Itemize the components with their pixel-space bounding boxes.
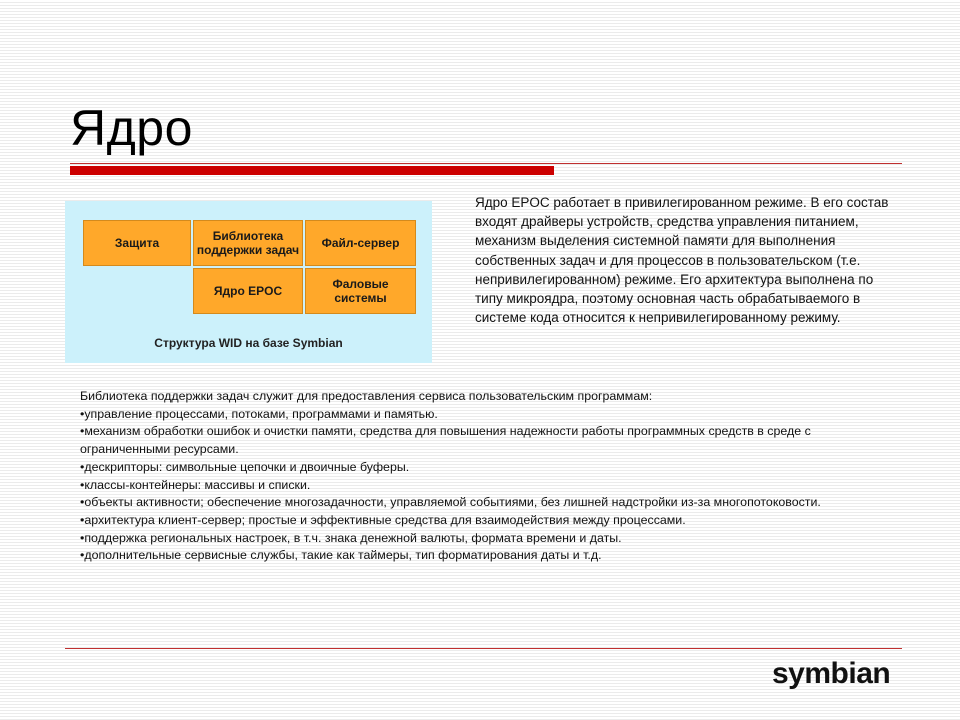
diagram-box-file-server: Файл-сервер: [305, 220, 416, 266]
kernel-description: Ядро EPOC работает в привилегированном режиме. В его состав входят драйверы устройств, средства управления питанием, механизм выделения системной памяти для выполнения собственных задач и для процессов в пользовательском (т.е. непривилегированном) режиме. Его архитектура выполнена по типу микроядра, поэтому основная часть обрабатываемого в системе кода относится к непривилегированному режиму.: [475, 195, 889, 326]
architecture-diagram: [65, 201, 432, 363]
diagram-box-protection: Защита: [83, 220, 191, 266]
diagram-caption: Структура WID на базе Symbian: [154, 336, 343, 350]
diagram-box-kernel: Ядро EPOC: [193, 268, 303, 314]
list-item: •управление процессами, потоками, программами и памятью.: [80, 406, 438, 421]
list-item: •дополнительные сервисные службы, такие как таймеры, тип форматирования даты и т.д.: [80, 548, 602, 563]
library-intro: Библиотека поддержки задач служит для предоставления сервиса пользовательским программам:: [80, 389, 653, 403]
list-item: •классы-контейнеры: массивы и списки.: [80, 477, 311, 492]
list-item: •архитектура клиент-сервер; простые и эффективные средства для взаимодействия между процессами.: [80, 512, 686, 527]
diagram-box-file-systems: Фаловые системы: [305, 268, 416, 314]
list-item: •поддержка региональных настроек, в т.ч. знака денежной валюты, формата времени и даты.: [80, 530, 622, 545]
title-divider-thick: [70, 166, 554, 175]
library-section: [80, 388, 850, 565]
title-divider-thin: [70, 163, 902, 164]
symbian-logo: symbian: [772, 657, 891, 690]
library-feature-list: [80, 406, 850, 565]
list-item: •дескрипторы: символьные цепочки и двоичные буферы.: [80, 459, 410, 474]
list-item: •механизм обработки ошибок и очистки памяти, средства для повышения надежности работы программных средств в среде с ограниченными ресурсами.: [80, 424, 811, 457]
diagram-box-task-library: Библиотека поддержки задач: [193, 220, 303, 266]
footer-divider: [65, 648, 902, 649]
list-item: •объекты активности; обеспечение многозадачности, управляемой событиями, без лишней надстройки из-за многопотоковости.: [80, 495, 821, 510]
slide-title: Ядро: [70, 100, 193, 156]
